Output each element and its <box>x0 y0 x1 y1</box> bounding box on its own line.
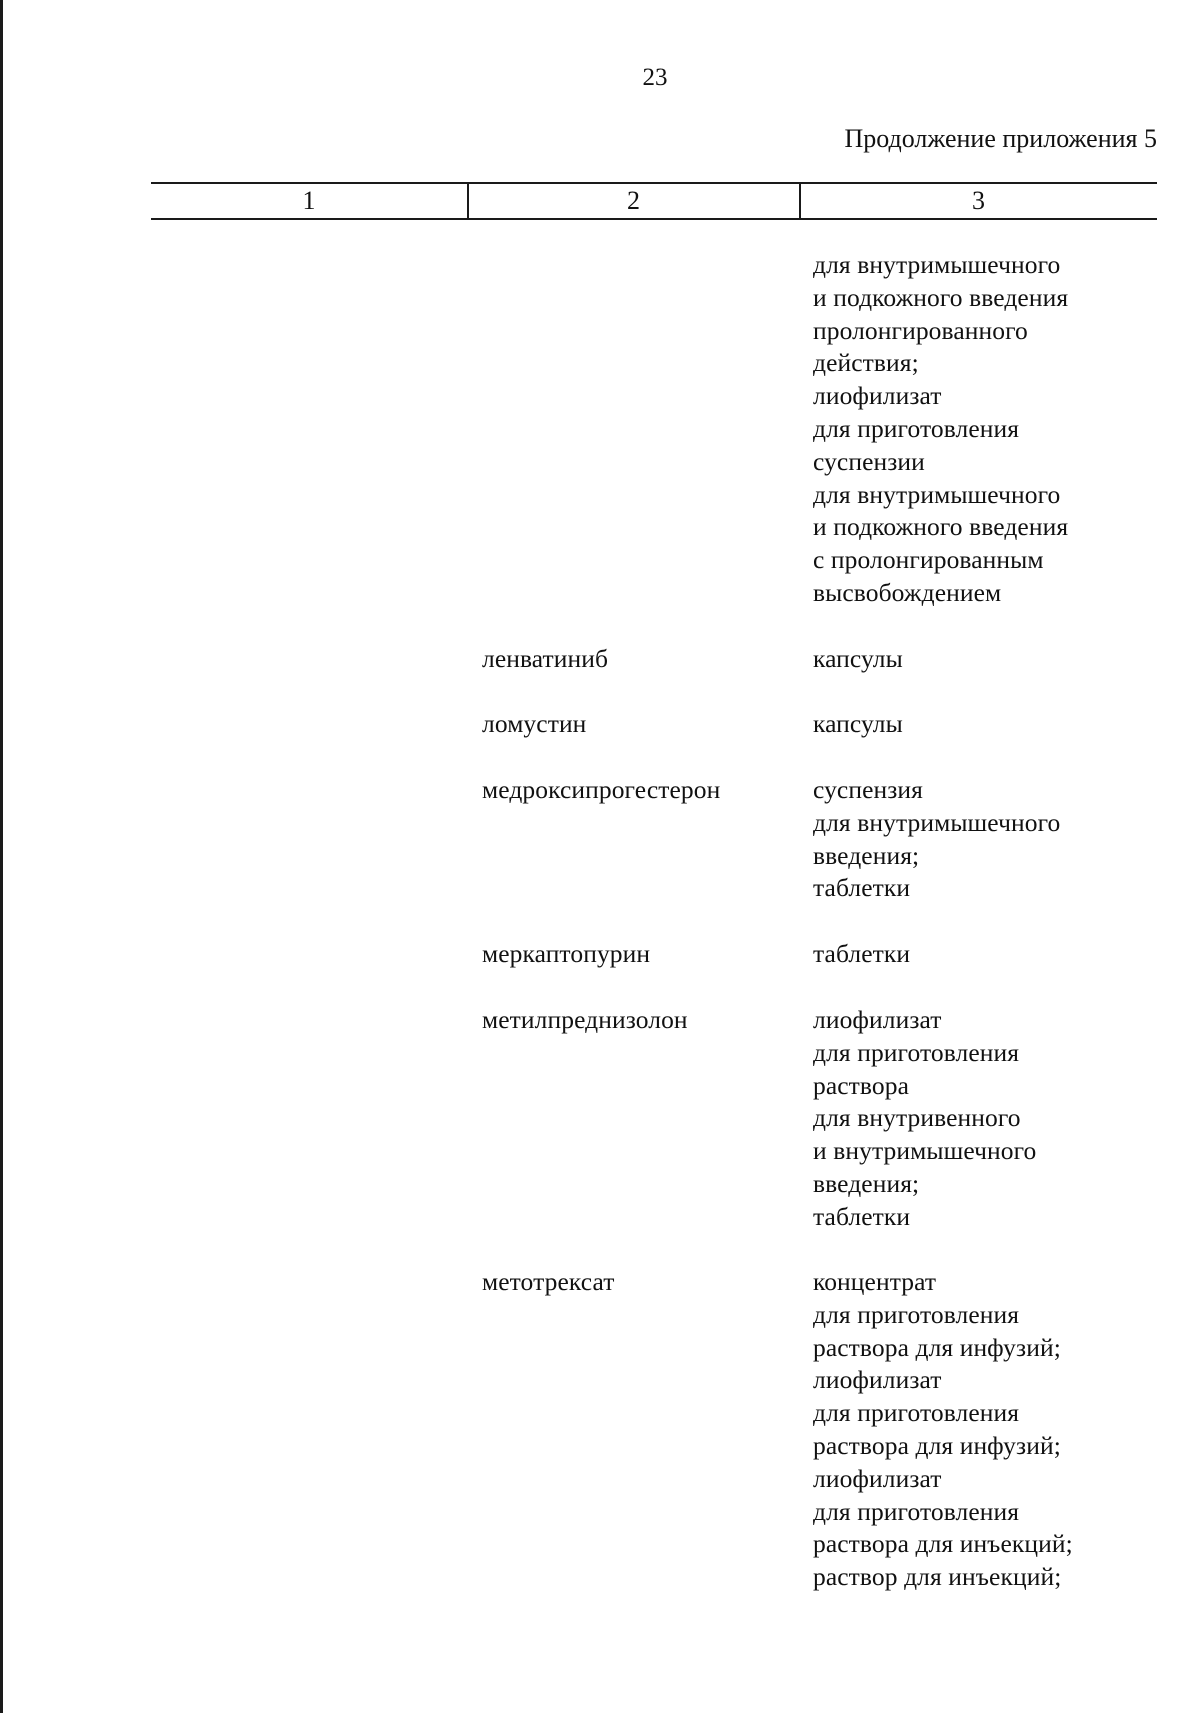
column-number-1: 1 <box>302 186 316 215</box>
drug-name: метилпреднизолон <box>482 1005 688 1034</box>
drug-name: медроксипрогестерон <box>482 775 721 804</box>
drug-name: меркаптопурин <box>482 939 651 968</box>
page-number: 23 <box>642 64 668 91</box>
table-header-rule <box>151 218 1157 220</box>
dosage-form: концентрат для приготовления раствора для инфузий; лиофилизат для приготовления раствора для инфузий; лиофилизат для приготовления раствора для инъекций; раствор для инъекций; <box>813 1267 1073 1592</box>
table-top-rule <box>151 182 1157 184</box>
scan-edge <box>0 0 3 1713</box>
drug-name: ломустин <box>482 709 587 738</box>
dosage-form: таблетки <box>813 939 911 968</box>
dosage-form: капсулы <box>813 709 903 738</box>
drug-name: метотрексат <box>482 1267 615 1296</box>
dosage-form: лиофилизат для приготовления раствора для внутривенного и внутримышечного введения; таблетки <box>813 1005 1037 1231</box>
continuation-caption: Продолжение приложения 5 <box>844 124 1157 153</box>
dosage-form: капсулы <box>813 644 903 673</box>
dosage-form: для внутримышечного и подкожного введения пролонгированного действия; лиофилизат для приготовления суспензии для внутримышечного и подкожного введения с пролонгированным высвобождением <box>813 250 1069 607</box>
dosage-form: суспензия для внутримышечного введения; таблетки <box>813 775 1061 903</box>
drug-name: ленватиниб <box>482 644 609 673</box>
column-number-3: 3 <box>972 186 985 215</box>
column-number-2: 2 <box>627 186 640 215</box>
